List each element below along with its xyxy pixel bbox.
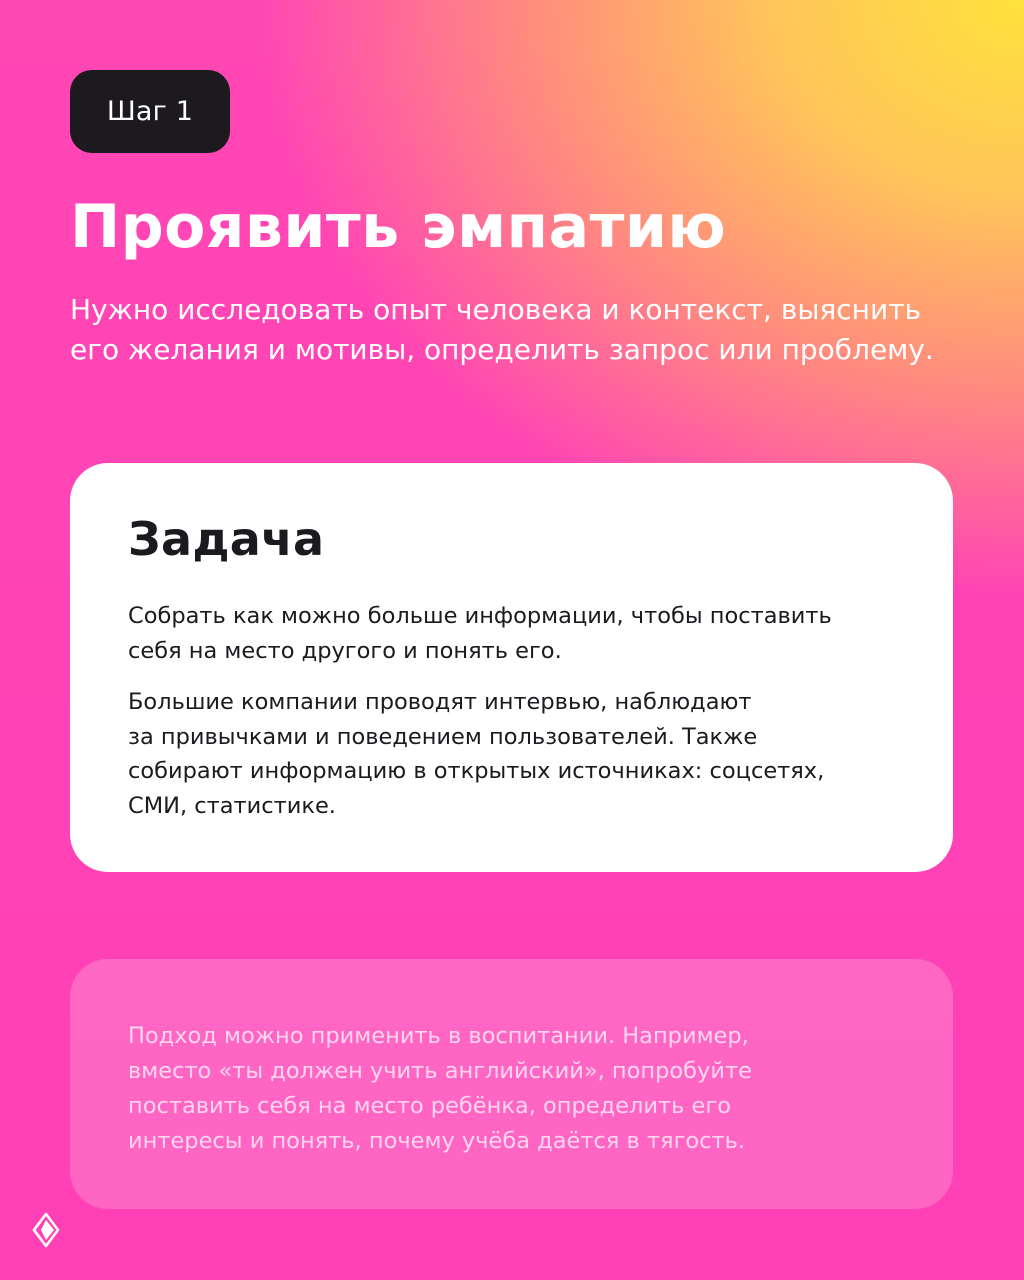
- note-card: [70, 959, 953, 1209]
- step-badge: Шаг 1: [70, 70, 230, 153]
- task-card-paragraph-2: Большие компании проводят интервью, наблюдают за привычками и поведением пользователей. Также собирают информацию в открытых источниках: соцсетях, СМИ, статистике.: [128, 689, 825, 819]
- brand-logo-icon: [28, 1212, 64, 1248]
- task-card-title: Задача: [128, 512, 325, 566]
- task-card: [70, 463, 953, 872]
- intro-text: Нужно исследовать опыт человека и контекст, выяснить его желания и мотивы, определить запрос или проблему.: [70, 293, 934, 366]
- task-card-paragraph-1: Собрать как можно больше информации, чтобы поставить себя на место другого и понять его.: [128, 603, 832, 664]
- page-title: Проявить эмпатию: [70, 192, 727, 262]
- note-card-text: Подход можно применить в воспитании. Например, вместо «ты должен учить английский», попробуйте поставить себя на место ребёнка, определить его интересы и понять, почему учёба даётся в тягость.: [128, 1023, 752, 1154]
